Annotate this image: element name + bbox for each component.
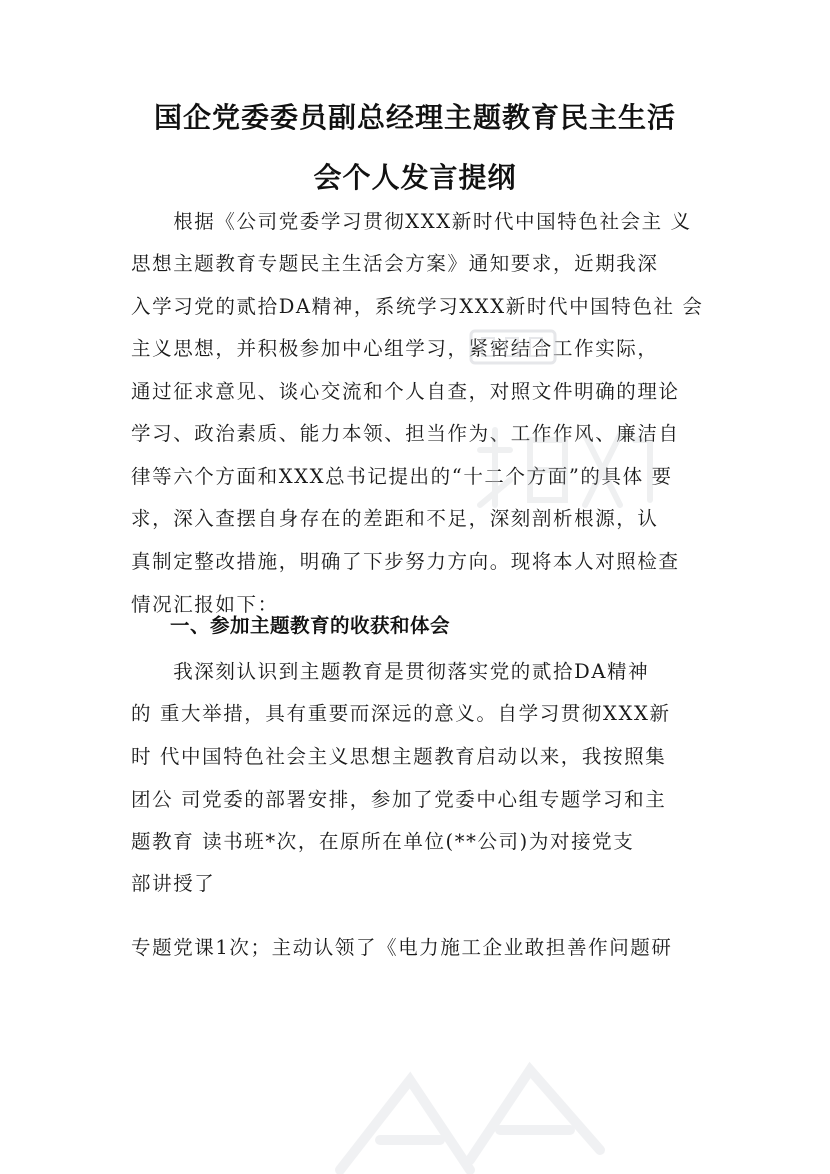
- section-paragraph-line: 部讲授了: [131, 872, 216, 895]
- intro-paragraph-line: 求，深入查摆自身存在的差距和不足，深刻剖析根源，认: [131, 507, 659, 530]
- intro-paragraph-line: 律等六个方面和XXX总书记提出的“十二个方面”的具体 要: [131, 465, 673, 488]
- intro-paragraph-line: 根据《公司党委学习贯彻XXX新时代中国特色社会主 义: [131, 210, 692, 233]
- section-paragraph-line: 题教育 读书班*次，在原所在单位(**公司)为对接党支: [131, 830, 635, 853]
- intro-paragraph-line: 通过征求意见、谈心交流和个人自查，对照文件明确的理论: [131, 380, 680, 403]
- section-paragraph-line: 我深刻认识到主题教育是贯彻落实党的贰拾DA精神: [131, 660, 650, 683]
- intro-paragraph-line: 情况汇报如下：: [131, 593, 279, 616]
- section-paragraph-line: 团公 司党委的部署安排，参加了党委中心组专题学习和主: [131, 788, 667, 811]
- intro-paragraph-line: 学习、政治素质、能力本领、担当作为、工作作风、廉洁自: [131, 422, 680, 445]
- intro-paragraph-line: 思想主题教育专题民主生活会方案》通知要求，近期我深: [131, 252, 659, 275]
- document-title-line-2: 会个人发言提纲: [313, 161, 517, 194]
- document-title-line-1: 国企党委委员副总经理主题教育民主生活: [153, 101, 676, 134]
- section-paragraph-line: 专题党课1次；主动认领了《电力施工企业敢担善作问题研: [131, 936, 673, 959]
- watermark-logo-icon: [320, 1040, 620, 1174]
- section-paragraph-line: 时 代中国特色社会主义思想主题教育启动以来，我按照集: [131, 745, 667, 768]
- section-heading: 一、参加主题教育的收获和体会: [170, 614, 451, 637]
- intro-paragraph-line: 入学习党的贰拾DA精神，系统学习XXX新时代中国特色社 会: [131, 295, 704, 318]
- section-paragraph-line: 的 重大举措，具有重要而深远的意义。自学习贯彻XXX新: [131, 702, 671, 725]
- intro-paragraph-line: 主义思想，并积极参加中心组学习，紧密结合工作实际，: [131, 337, 659, 360]
- intro-paragraph-line: 真制定整改措施，明确了下步努力方向。现将本人对照检查: [131, 550, 680, 573]
